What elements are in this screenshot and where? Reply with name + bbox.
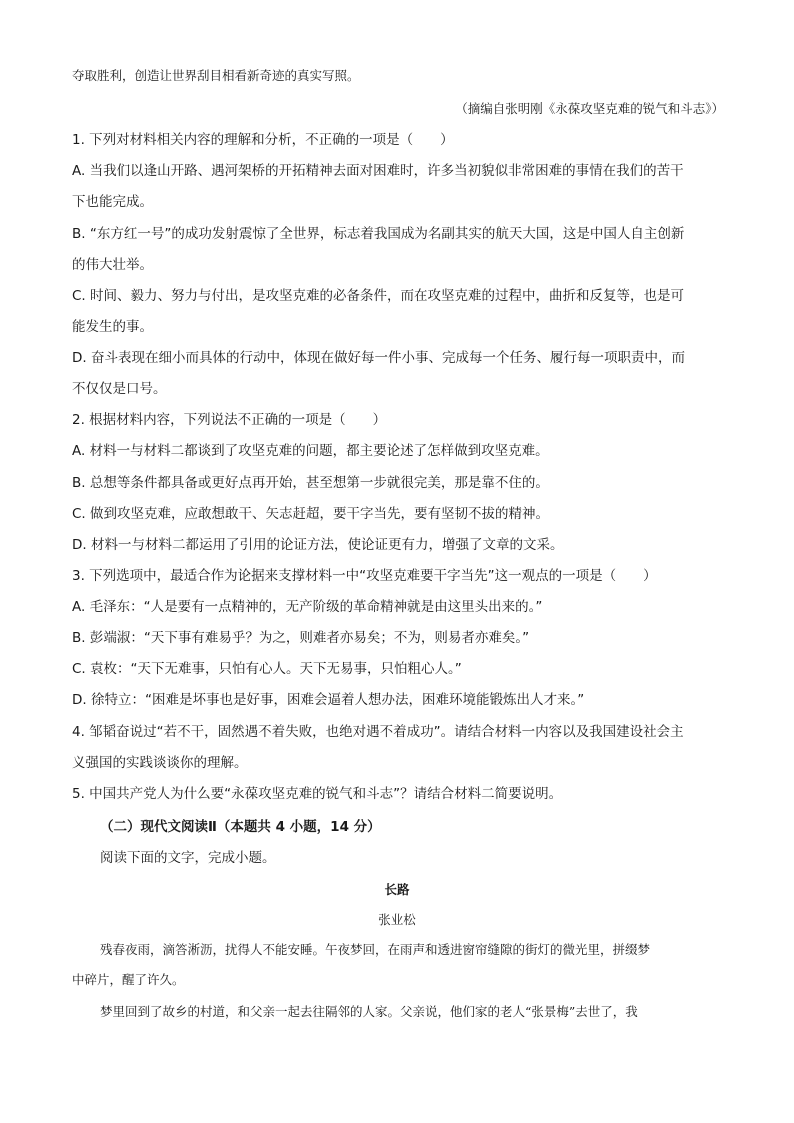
story-paragraph-1-line2: 中碎片，醒了许久。 (72, 972, 185, 987)
passage-closing-line: 夺取胜利，创造让世界刮目相看新奇迹的真实写照。 (72, 68, 360, 83)
story-author: 张业松 (378, 912, 416, 927)
section-heading: （二）现代文阅读Ⅱ（本题共 4 小题，14 分） (100, 819, 381, 835)
q1-option-a-line2: 下也能完成。 (72, 194, 153, 210)
question-1-stem: 1. 下列对材料相关内容的理解和分析，不正确的一项是（ ） (72, 132, 454, 148)
question-5: 5. 中国共产党人为什么要“永葆攻坚克难的锐气和斗志”？请结合材料二简要说明。 (72, 786, 563, 802)
q1-option-d-line2: 不仅仅是口号。 (72, 381, 167, 397)
story-paragraph-2-line1: 梦里回到了故乡的村道，和父亲一起去往隔邻的人家。父亲说，他们家的老人“张景梅”去世了，我 (100, 1004, 638, 1019)
q1-option-b-line1: B. “东方红一号”的成功发射震惊了全世界，标志着我国成为名副其实的航天大国，这是中国人自主创新 (72, 226, 685, 242)
question-4-line2: 义强国的实践谈谈你的理解。 (72, 755, 248, 771)
question-4-line1: 4. 邹韬奋说过“若不干，固然遇不着失败，也绝对遇不着成功”。请结合材料一内容以及我国建设社会主 (72, 724, 684, 740)
source-citation: （摘编自张明刚《永葆攻坚克难的锐气和斗志》） (455, 101, 724, 116)
q2-option-b: B. 总想等条件都具备或更好点再开始，甚至想第一步就很完美，那是靠不住的。 (72, 475, 549, 491)
question-3-stem: 3. 下列选项中，最适合作为论据来支撑材料一中“攻坚克难要干字当先”这一观点的一项是（ ） (72, 568, 657, 584)
q3-option-d: D. 徐特立：“困难是坏事也是好事，困难会逼着人想办法，困难环境能锻炼出人才来。” (72, 692, 585, 708)
q1-option-c-line1: C. 时间、毅力、努力与付出，是攻坚克难的必备条件，而在攻坚克难的过程中，曲折和反复等，也是可 (72, 288, 685, 304)
q3-option-a: A. 毛泽东：“人是要有一点精神的，无产阶级的革命精神就是由这里头出来的。” (72, 599, 543, 615)
q2-option-c: C. 做到攻坚克难，应敢想敢干、矢志赶超，要干字当先，要有坚韧不拔的精神。 (72, 506, 550, 522)
story-paragraph-1-line1: 残春夜雨，滴答淅沥，扰得人不能安睡。午夜梦回，在雨声和透进窗帘缝隙的街灯的微光里，拼缀梦 (100, 942, 651, 957)
q1-option-b-line2: 的伟大壮举。 (72, 257, 153, 273)
section-instruction: 阅读下面的文字，完成小题。 (100, 850, 276, 866)
q2-option-a: A. 材料一与材料二都谈到了攻坚克难的问题，都主要论述了怎样做到攻坚克难。 (72, 443, 549, 459)
story-title: 长路 (384, 882, 410, 897)
question-2-stem: 2. 根据材料内容，下列说法不正确的一项是（ ） (72, 412, 387, 428)
q1-option-c-line2: 能发生的事。 (72, 319, 153, 335)
q3-option-b: B. 彭端淑：“天下事有难易乎？为之，则难者亦易矣；不为，则易者亦难矣。” (72, 630, 530, 646)
q2-option-d: D. 材料一与材料二都运用了引用的论证方法，使论证更有力，增强了文章的文采。 (72, 537, 564, 553)
q1-option-a-line1: A. 当我们以逢山开路、遇河架桥的开拓精神去面对困难时，许多当初貌似非常困难的事情在我们的苦干 (72, 163, 684, 179)
q1-option-d-line1: D. 奋斗表现在细小而具体的行动中，体现在做好每一件小事、完成每一个任务、履行每一项职责中，而 (72, 350, 685, 366)
q3-option-c: C. 袁枚：“天下无难事，只怕有心人。天下无易事，只怕粗心人。” (72, 661, 462, 677)
